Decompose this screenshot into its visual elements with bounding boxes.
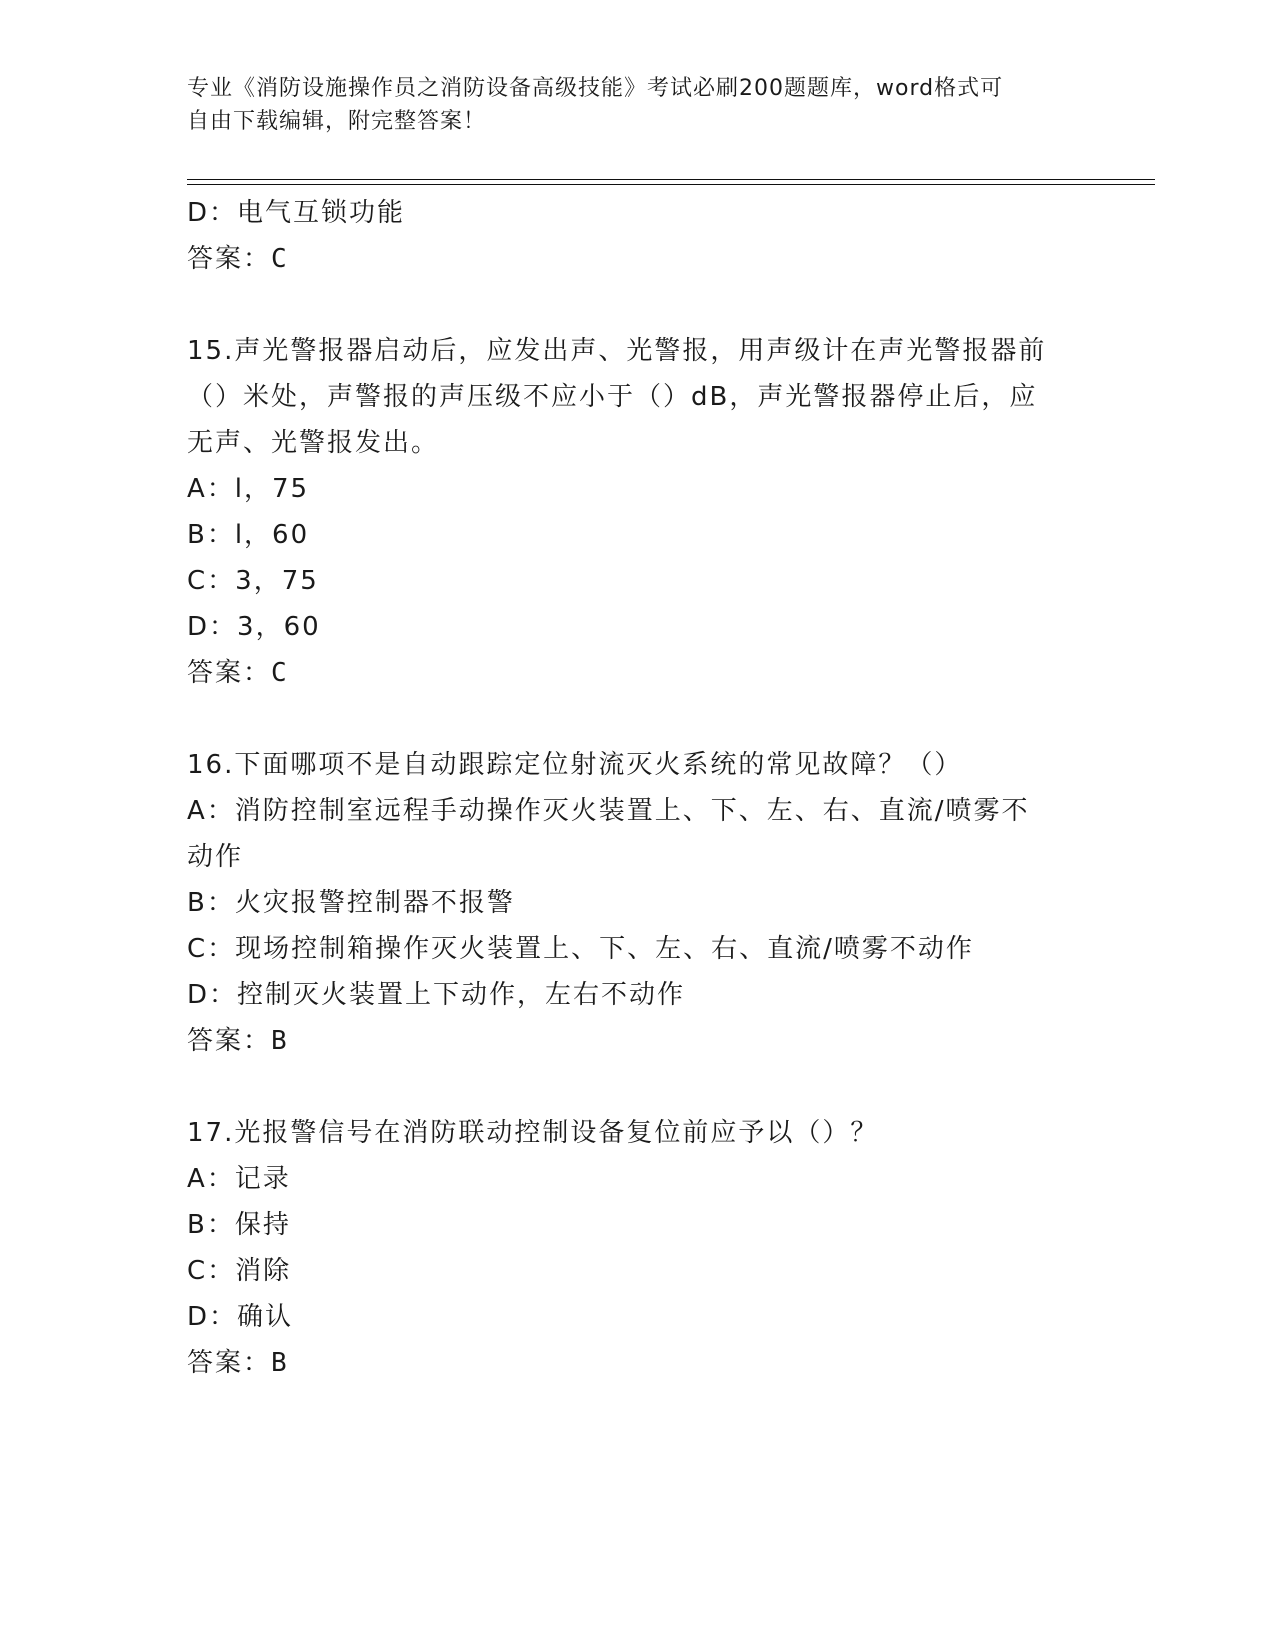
question-stem-line-2: （）米处，声警报的声压级不应小于（）dB，声光警报器停止后，应 (187, 382, 1038, 412)
spacer (187, 696, 1087, 742)
option-a-line-1: A：消防控制室远程手动操作灭火装置上、下、左、右、直流/喷雾不 (187, 796, 1030, 826)
answer-line (187, 236, 1087, 282)
answer-label: 答案： (187, 658, 272, 688)
header-divider-bottom (187, 184, 1155, 185)
document-header (187, 72, 1067, 138)
question-stem-line-1: 15.声光警报器启动后，应发出声、光警报，用声级计在声光警报器前 (187, 336, 1047, 366)
question-stem: 17.光报警信号在消防联动控制设备复位前应予以（）？ (187, 1118, 879, 1148)
header-line-2: 自由下载编辑，附完整答案！ (187, 109, 487, 134)
option-a: A：记录 (187, 1164, 291, 1194)
option-c: C：消除 (187, 1256, 292, 1286)
option-a-line-2: 动作 (187, 842, 244, 872)
question-15 (187, 328, 1087, 696)
answer-line (187, 1340, 1087, 1386)
option-d: D：电气互锁功能 (187, 198, 406, 228)
option-b: B：保持 (187, 1210, 291, 1240)
question-17 (187, 1110, 1087, 1386)
question-stem: 16.下面哪项不是自动跟踪定位射流灭火系统的常见故障？（） (187, 750, 963, 780)
option-c: C：3，75 (187, 566, 319, 596)
answer-line (187, 1018, 1087, 1064)
option-b: B：l，60 (187, 520, 310, 550)
answer-value: C (271, 658, 287, 688)
header-line-1: 专业《消防设施操作员之消防设备高级技能》考试必刷200题题库，word格式可 (187, 76, 1004, 101)
answer-label: 答案： (187, 1026, 272, 1056)
option-d: D：3，60 (187, 612, 321, 642)
option-a: A：l，75 (187, 474, 310, 504)
option-d: D：确认 (187, 1302, 294, 1332)
answer-value: B (271, 1348, 287, 1378)
option-d: D：控制灭火装置上下动作，左右不动作 (187, 980, 686, 1010)
answer-line (187, 650, 1087, 696)
spacer (187, 1064, 1087, 1110)
header-divider-top (187, 179, 1155, 180)
answer-value: B (271, 1026, 287, 1056)
question-14-tail (187, 190, 1087, 282)
answer-label: 答案： (187, 1348, 272, 1378)
question-16 (187, 742, 1087, 1064)
question-stem-line-3: 无声、光警报发出。 (187, 428, 440, 458)
spacer (187, 282, 1087, 328)
answer-value: C (271, 244, 287, 274)
answer-label: 答案： (187, 244, 272, 274)
option-b: B：火灾报警控制器不报警 (187, 888, 515, 918)
option-c: C：现场控制箱操作灭火装置上、下、左、右、直流/喷雾不动作 (187, 934, 974, 964)
question-list (187, 190, 1087, 1386)
